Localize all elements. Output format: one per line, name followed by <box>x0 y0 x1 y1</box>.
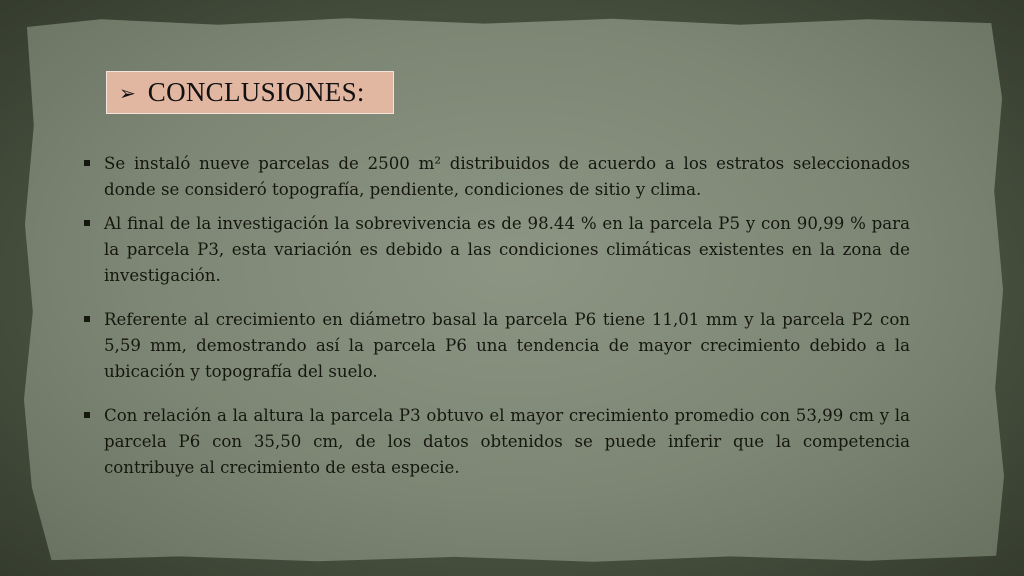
list-item-text: Con relación a la altura la parcela P3 obtuvo el mayor crecimiento promedio con 53,99 cm y la parcela P6 con 35,50 cm, de los datos obtenidos se puede inferir que la competencia contribuye al crecimiento de esta especie. <box>104 406 910 477</box>
arrowhead-bullet-icon: ➢ <box>119 80 136 105</box>
title-box <box>106 71 394 114</box>
square-bullet-icon <box>84 220 90 226</box>
list-item <box>82 403 910 481</box>
conclusions-list <box>82 151 910 481</box>
square-bullet-icon <box>84 160 90 166</box>
list-item-text: Referente al crecimiento en diámetro basal la parcela P6 tiene 11,01 mm y la parcela P2 con 5,59 mm, demostrando así la parcela P6 una tendencia de mayor crecimiento debido a la ubicación y topografía del suelo. <box>104 310 910 381</box>
list-item-text: Al final de la investigación la sobrevivencia es de 98.44 % en la parcela P5 y con 90,99 % para la parcela P3, esta variación es debido a las condiciones climáticas existentes en la zona de investigación. <box>104 214 910 285</box>
list-item-text: Se instaló nueve parcelas de 2500 m² distribuidos de acuerdo a los estratos seleccionados donde se consideró topografía, pendiente, condiciones de sitio y clima. <box>104 154 910 199</box>
list-item <box>82 307 910 385</box>
list-item <box>82 211 910 289</box>
square-bullet-icon <box>84 316 90 322</box>
page-title: CONCLUSIONES: <box>147 77 365 107</box>
list-item <box>82 151 910 203</box>
square-bullet-icon <box>84 412 90 418</box>
